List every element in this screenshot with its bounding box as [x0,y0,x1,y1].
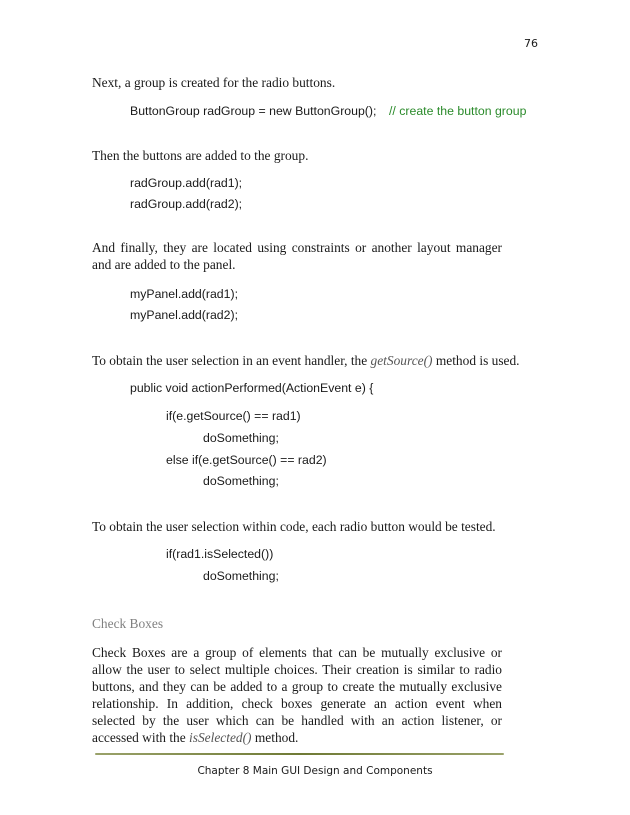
paragraph-add-buttons: Then the buttons are added to the group. [92,148,309,163]
page-number: 76 [524,37,538,50]
code-line-action-performed: public void actionPerformed(ActionEvent e) { [130,381,374,395]
code-line-if-is-selected: if(rad1.isSelected()) [166,547,274,561]
code-line-radgroup-add-1: radGroup.add(rad1); [130,176,243,190]
footer-chapter-title: Chapter 8 Main GUI Design and Components [197,765,433,777]
code-line-panel-add-2: myPanel.add(rad2); [130,308,238,322]
method-name-getsource: getSource() [370,353,433,368]
paragraph-check-boxes [92,644,502,746]
paragraph-event-handler [92,352,520,369]
text-segment: To obtain the user selection in an event handler, the [92,353,371,368]
code-line-radgroup-add-2: radGroup.add(rad2); [130,197,243,211]
code-comment-button-group: // create the button group [389,104,527,118]
method-name-isselected: isSelected() [189,730,252,745]
code-line-do-something-3: doSomething; [203,569,279,583]
code-line-button-group: ButtonGroup radGroup = new ButtonGroup(); [130,104,377,118]
paragraph-button-group-intro: Next, a group is created for the radio buttons. [92,75,336,90]
section-heading-check-boxes: Check Boxes [92,616,164,631]
text-segment: method is used. [432,353,520,368]
code-line-do-something-1: doSomething; [203,431,279,445]
footer-divider [95,753,504,755]
paragraph-layout: And finally, they are located using constraints or another layout manager and are added to the panel. [92,240,502,272]
paragraph-within-code: To obtain the user selection within code, each radio button would be tested. [92,519,496,534]
code-line-if-rad1: if(e.getSource() == rad1) [166,409,301,423]
text-segment: Check Boxes are a group of elements that can be mutually exclusive or allow the user to select multiple choices. Their creation is similar to radio buttons, and they can be added to a group to create the mutually exclusive relationship. In addition, check boxes generate an action event when selected by the user which can be handled with an action listener, or accessed with the [92,645,502,745]
code-line-panel-add-1: myPanel.add(rad1); [130,287,238,301]
text-segment: method. [251,730,299,745]
code-line-else-if-rad2: else if(e.getSource() == rad2) [166,453,327,467]
code-line-do-something-2: doSomething; [203,474,279,488]
